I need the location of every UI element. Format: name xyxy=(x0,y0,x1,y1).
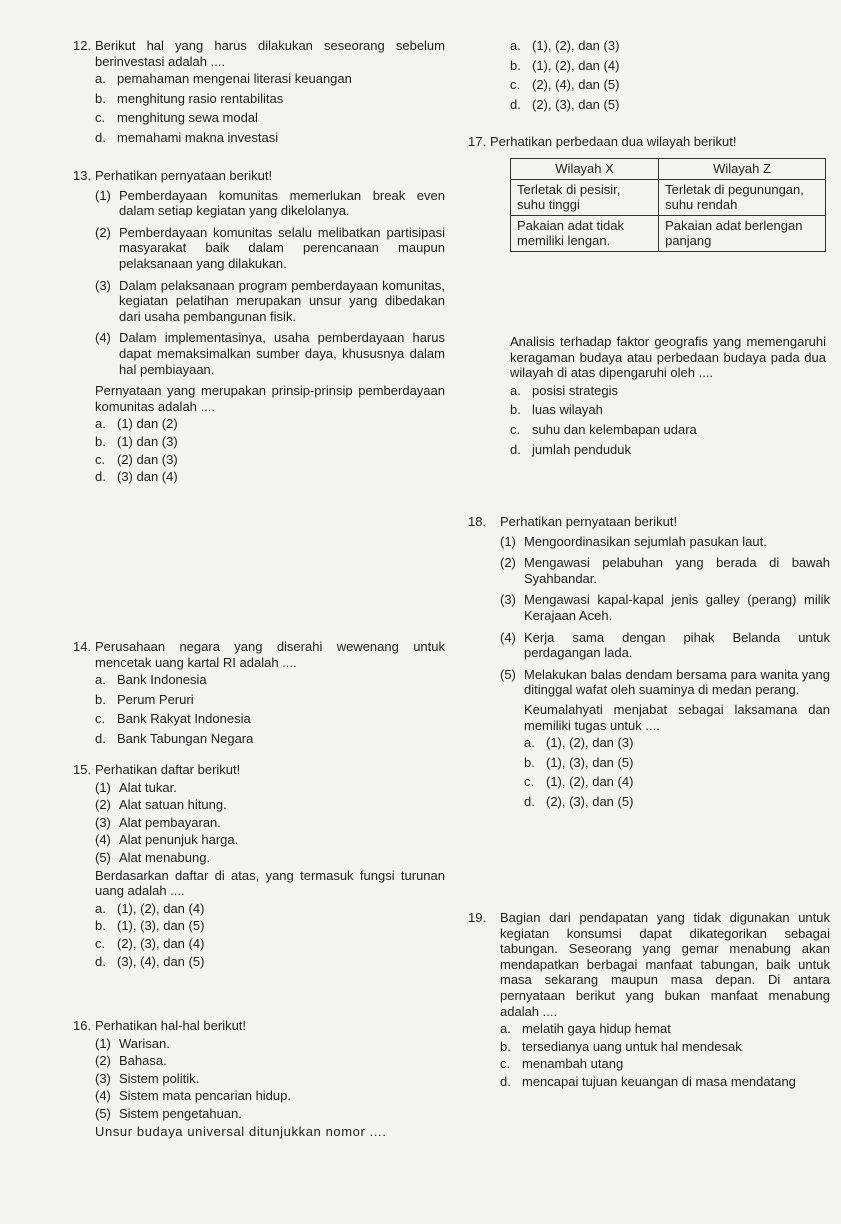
option-d[interactable]: d. (2), (3), dan (5) xyxy=(524,793,634,809)
question-stem: Perhatikan hal-hal berikut! xyxy=(95,1018,247,1033)
question-15 xyxy=(73,762,445,969)
option-a[interactable]: a. Bank Indonesia xyxy=(95,672,207,688)
question-16 xyxy=(73,1018,445,1139)
option-b[interactable]: b. (1), (3), dan (5) xyxy=(95,918,205,934)
question-stem: Perhatikan pernyataan berikut! xyxy=(500,514,678,529)
question-number: 12. xyxy=(73,38,92,53)
statement-3: (3) Dalam pelaksanaan program pemberdayaan komunitas, kegiatan pelatihan merupakan unsur yang dibedakan dari usaha pembangunan fisik. xyxy=(95,277,445,324)
statement-5: (5) Melakukan balas dendam bersama para wanita yang ditinggal wafat oleh suaminya di medan perang. xyxy=(500,666,830,698)
question-17 xyxy=(468,134,834,150)
question-text: Keumalahyati menjabat sebagai laksamana dan memiliki tugas untuk .... xyxy=(524,701,830,733)
option-b[interactable]: b. (1), (3), dan (5) xyxy=(524,754,634,770)
table-cell: Pakaian adat berlengan panjang xyxy=(659,215,826,251)
option-d[interactable]: d. memahami makna investasi xyxy=(95,129,279,145)
question-12 xyxy=(73,38,445,146)
option-b[interactable]: b. Perum Peruri xyxy=(95,691,194,707)
option-c[interactable]: c. (1), (2), dan (4) xyxy=(524,774,634,790)
option-c[interactable]: c. (2), (3), dan (4) xyxy=(95,935,205,951)
question-stem: Perhatikan perbedaan dua wilayah berikut! xyxy=(490,134,737,149)
table-header-x: Wilayah X xyxy=(511,159,659,180)
list-item-5: (5) Sistem pengetahuan. xyxy=(95,1105,242,1121)
table-row xyxy=(511,179,826,215)
question-number: 15. xyxy=(73,762,92,777)
option-c[interactable]: c. (2) dan (3) xyxy=(95,451,178,467)
list-item-3: (3) Alat pembayaran. xyxy=(95,814,221,830)
statement-1: (1) Mengoordinasikan sejumlah pasukan laut. xyxy=(500,533,767,549)
question-14 xyxy=(73,639,445,747)
list-item-2: (2) Bahasa. xyxy=(95,1053,167,1069)
region-comparison-table xyxy=(510,158,826,252)
list-item-3: (3) Sistem politik. xyxy=(95,1070,200,1086)
option-a[interactable]: a. (1), (2), dan (4) xyxy=(95,900,205,916)
table-header-z: Wilayah Z xyxy=(659,159,826,180)
list-item-1: (1) Warisan. xyxy=(95,1035,170,1051)
question-number: 13. xyxy=(73,168,92,183)
question-stem: Perhatikan pernyataan berikut! xyxy=(95,168,273,183)
list-item-4: (4) Sistem mata pencarian hidup. xyxy=(95,1088,291,1104)
question-stem: Bagian dari pendapatan yang tidak digunakan untuk kegiatan konsumsi dapat dikategorikan sebagai tabungan. Seseorang yang gemar menabung akan mendapatkan berbagai manfaat tabungan, baik untuk masa sekarang maupun masa depan. Di antara pernyataan berikut yang bukan manfaat menabung adalah .... xyxy=(500,910,830,1019)
question-text: Pernyataan yang merupakan prinsip-prinsip pemberdayaan komunitas adalah .... xyxy=(95,383,445,414)
question-18 xyxy=(468,514,830,810)
option-d[interactable]: d. Bank Tabungan Negara xyxy=(95,730,254,746)
question-stem: Perhatikan daftar berikut! xyxy=(95,762,241,777)
option-b[interactable]: b. (1), (2), dan (4) xyxy=(510,57,620,73)
option-c[interactable]: c. suhu dan kelembapan udara xyxy=(510,421,697,437)
option-c[interactable]: c. menambah utang xyxy=(500,1056,624,1072)
question-13 xyxy=(73,168,445,485)
question-number: 14. xyxy=(73,639,92,654)
question-text: Unsur budaya universal ditunjukkan nomor .... xyxy=(95,1123,387,1139)
table-cell: Pakaian adat tidak memiliki lengan. xyxy=(511,215,659,251)
option-a[interactable]: a. (1), (2), dan (3) xyxy=(524,735,634,751)
question-17-body xyxy=(510,334,826,457)
question-stem: Berikut hal yang harus dilakukan seseorang sebelum berinvestasi adalah .... xyxy=(95,38,445,69)
list-item-5: (5) Alat menabung. xyxy=(95,849,211,865)
option-c[interactable]: c. Bank Rakyat Indonesia xyxy=(95,711,251,727)
option-c[interactable]: c. (2), (4), dan (5) xyxy=(510,77,620,93)
option-a[interactable]: a. pemahaman mengenai literasi keuangan xyxy=(95,71,352,87)
option-d[interactable]: d. (3), (4), dan (5) xyxy=(95,953,205,969)
table-row xyxy=(511,215,826,251)
option-a[interactable]: a. melatih gaya hidup hemat xyxy=(500,1021,671,1037)
statement-2: (2) Pemberdayaan komunitas selalu melibatkan partisipasi masyarakat baik dalam perencanaan maupun pelaksanaan yang dilakukan. xyxy=(95,224,445,271)
option-d[interactable]: d. (2), (3), dan (5) xyxy=(510,96,620,112)
table-cell: Terletak di pegunungan, suhu rendah xyxy=(659,179,826,215)
option-b[interactable]: b. luas wilayah xyxy=(510,402,603,418)
question-number: 19. xyxy=(468,910,487,925)
question-number: 17. xyxy=(468,134,487,149)
question-text: Analisis terhadap faktor geografis yang memengaruhi keragaman budaya atau perbedaan budaya pada dua wilayah di atas dipengaruhi oleh .... xyxy=(510,334,826,381)
option-a[interactable]: a. posisi strategis xyxy=(510,382,618,398)
option-d[interactable]: d. (3) dan (4) xyxy=(95,469,178,485)
question-stem: Perusahaan negara yang diserahi wewenang untuk mencetak uang kartal RI adalah .... xyxy=(95,639,445,670)
option-b[interactable]: b. menghitung rasio rentabilitas xyxy=(95,90,284,106)
question-text: Berdasarkan daftar di atas, yang termasuk fungsi turunan uang adalah .... xyxy=(95,867,445,899)
option-a[interactable]: a. (1), (2), dan (3) xyxy=(510,38,620,53)
question-16-options xyxy=(510,38,810,112)
question-19 xyxy=(468,910,830,1090)
statement-4: (4) Kerja sama dengan pihak Belanda untuk perdagangan lada. xyxy=(500,629,830,661)
statement-4: (4) Dalam implementasinya, usaha pemberdayaan harus dapat memaksimalkan sumber daya, khususnya dalam hal pembiayaan. xyxy=(95,330,445,377)
option-a[interactable]: a. (1) dan (2) xyxy=(95,416,178,432)
option-b[interactable]: b. tersedianya uang untuk hal mendesak xyxy=(500,1038,742,1054)
list-item-2: (2) Alat satuan hitung. xyxy=(95,797,227,813)
option-d[interactable]: d. mencapai tujuan keuangan di masa mendatang xyxy=(500,1073,796,1089)
option-b[interactable]: b. (1) dan (3) xyxy=(95,433,178,449)
statement-3: (3) Mengawasi kapal-kapal jenis galley (perang) milik Kerajaan Aceh. xyxy=(500,592,830,623)
statement-1: (1) Pemberdayaan komunitas memerlukan break even dalam setiap kegiatan yang dikelolanya. xyxy=(95,187,445,219)
list-item-1: (1) Alat tukar. xyxy=(95,779,177,795)
option-c[interactable]: c. menghitung sewa modal xyxy=(95,110,258,126)
question-number: 18. xyxy=(468,514,487,529)
option-d[interactable]: d. jumlah penduduk xyxy=(510,441,632,457)
question-number: 16. xyxy=(73,1018,92,1033)
statement-2: (2) Mengawasi pelabuhan yang berada di bawah Syahbandar. xyxy=(500,555,830,586)
table-cell: Terletak di pesisir, suhu tinggi xyxy=(511,179,659,215)
list-item-4: (4) Alat penunjuk harga. xyxy=(95,832,239,848)
